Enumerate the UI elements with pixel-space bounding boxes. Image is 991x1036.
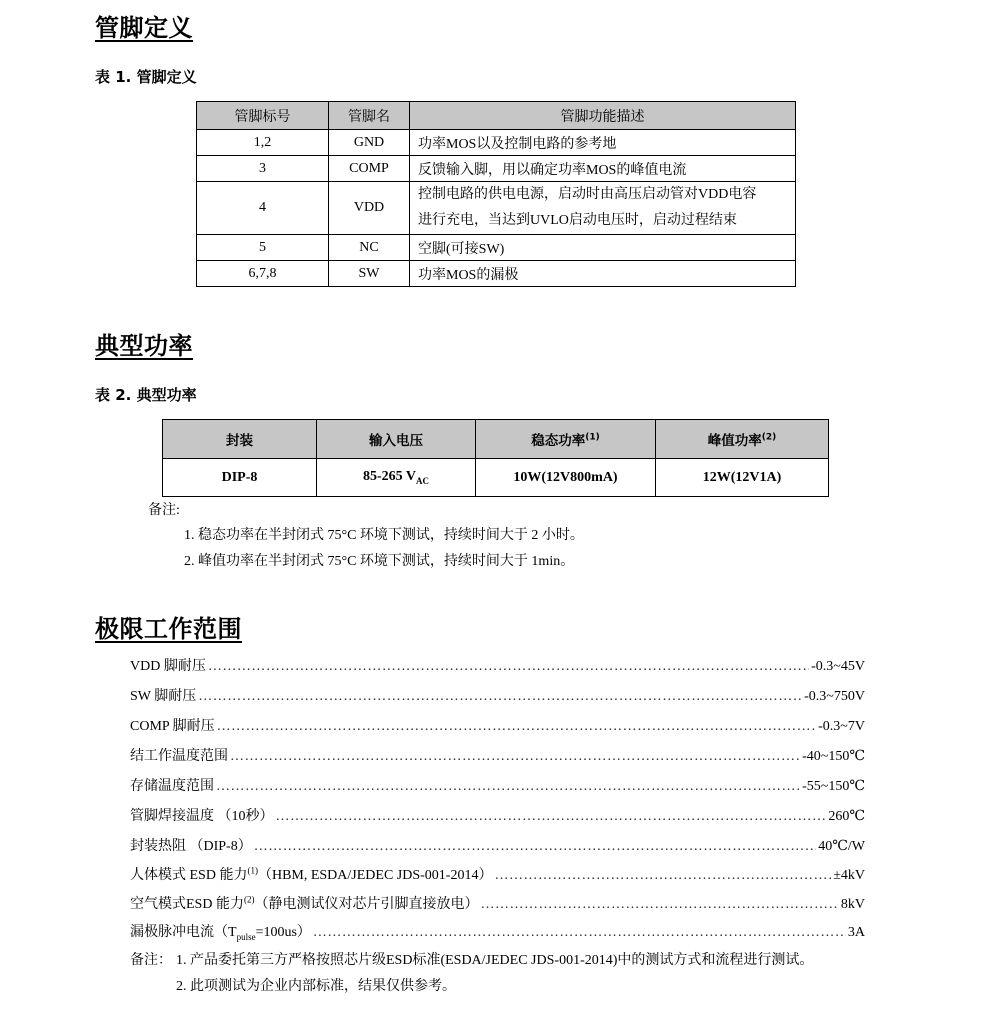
rating-row <box>130 864 865 886</box>
pin-number: 1,2 <box>197 130 329 156</box>
pin-name: SW <box>329 261 410 287</box>
leader-dots <box>208 659 809 675</box>
leader-dots <box>313 925 846 941</box>
leader-dots <box>254 839 817 855</box>
rating-row <box>130 715 865 737</box>
section-title-typical-power: 典型功率 <box>95 332 193 360</box>
leader-dots <box>230 749 800 765</box>
pin-description <box>410 182 796 235</box>
table-row <box>163 459 829 497</box>
rating-row <box>130 655 865 677</box>
rating-label: SW 脚耐压 <box>130 689 197 704</box>
pin-description-line: 控制电路的供电电源，启动时由高压启动管对VDD电容 <box>418 187 757 202</box>
rating-label: 人体模式 ESD 能力$^{(1)}$（HBM, ESDA/JEDEC JDS-001-2014） <box>130 865 493 883</box>
rating-value: -0.3~7V <box>818 719 865 734</box>
typical-power-table <box>162 419 829 497</box>
rating-row <box>130 893 865 915</box>
pin-name: GND <box>329 130 410 156</box>
pin-description-line: 进行充电，当达到UVLO启动电压时，启动过程结束 <box>418 213 737 228</box>
pin-name: NC <box>329 235 410 261</box>
table-row <box>197 182 796 235</box>
leader-dots <box>217 719 816 735</box>
rating-label: 存储温度范围 <box>130 779 214 794</box>
pin-name: COMP <box>329 156 410 182</box>
rating-label: 管脚焊接温度 （10秒） <box>130 809 274 824</box>
header-input-voltage: 输入电压 <box>317 420 476 459</box>
rating-value: -0.3~45V <box>811 659 865 674</box>
rating-value: -40~150℃ <box>802 749 865 764</box>
table1-caption: 表 1. 管脚定义 <box>95 68 197 86</box>
rating-row <box>130 835 865 857</box>
pin-number: 3 <box>197 156 329 182</box>
section-title-absolute-max-ratings: 极限工作范围 <box>95 615 242 643</box>
leader-dots <box>198 689 802 705</box>
rating-row <box>130 775 865 797</box>
leader-dots <box>480 897 838 913</box>
table-row <box>197 261 796 287</box>
notes-label: 备注： <box>130 953 172 968</box>
rating-value: 40℃/W <box>818 839 865 854</box>
pin-number: 5 <box>197 235 329 261</box>
note-item: 1. 稳态功率在半封闭式 75°C 环境下测试，持续时间大于 2 小时。 <box>184 528 584 543</box>
leader-dots <box>216 779 800 795</box>
note-item: 2. 此项测试为企业内部标准，结果仅供参考。 <box>176 979 456 994</box>
table-row <box>197 156 796 182</box>
steady-power-value: 10W(12V800mA) <box>476 459 656 497</box>
note-item: 1. 产品委托第三方严格按照芯片级ESD标准(ESDA/JEDEC JDS-001-2014)中的测试方式和流程进行测试。 <box>176 953 814 968</box>
rating-label: 封装热阻 （DIP-8） <box>130 839 252 854</box>
rating-label: 空气模式ESD 能力$^{(2)}$（静电测试仪对芯片引脚直接放电） <box>130 894 479 912</box>
table-row <box>197 130 796 156</box>
peak-power-value: 12W(12V1A) <box>656 459 829 497</box>
pin-name: VDD <box>329 182 410 235</box>
rating-row <box>130 921 865 943</box>
pin-number: 6,7,8 <box>197 261 329 287</box>
header-pin-number: 管脚标号 <box>197 102 329 130</box>
rating-row <box>130 745 865 767</box>
header-package: 封装 <box>163 420 317 459</box>
pin-description: 功率MOS以及控制电路的参考地 <box>410 130 796 156</box>
pin-description: 空脚(可接SW) <box>410 235 796 261</box>
pin-definition-table <box>196 101 796 287</box>
pin-number: 4 <box>197 182 329 235</box>
rating-row <box>130 685 865 707</box>
rating-value: -0.3~750V <box>804 689 865 704</box>
rating-value: ±4kV <box>833 868 865 883</box>
header-pin-name: 管脚名 <box>329 102 410 130</box>
rating-value: 3A <box>847 925 865 940</box>
rating-label: COMP 脚耐压 <box>130 719 215 734</box>
header-steady-power: 稳态功率$^{(1)}$ <box>476 420 656 459</box>
leader-dots <box>494 868 831 884</box>
package-value: DIP-8 <box>163 459 317 497</box>
header-pin-function: 管脚功能描述 <box>410 102 796 130</box>
table-header-row <box>197 102 796 130</box>
rating-value: -55~150℃ <box>802 779 865 794</box>
note-item: 2. 峰值功率在半封闭式 75°C 环境下测试，持续时间大于 1min。 <box>184 554 575 569</box>
leader-dots <box>276 809 827 825</box>
table-header-row <box>163 420 829 459</box>
notes-label: 备注: <box>148 503 180 518</box>
section-title-pin-definition: 管脚定义 <box>95 14 193 42</box>
table-row <box>197 235 796 261</box>
table2-caption: 表 2. 典型功率 <box>95 386 197 404</box>
input-voltage-value: 85-265 $V_{AC}$ <box>317 459 476 497</box>
rating-value: 8kV <box>840 897 865 912</box>
rating-label: VDD 脚耐压 <box>130 659 206 674</box>
pin-description: 反馈输入脚，用以确定功率MOS的峰值电流 <box>410 156 796 182</box>
rating-value: 260℃ <box>828 809 865 824</box>
rating-label: 漏极脉冲电流$(T_{pulse}=100us)$ <box>130 925 311 942</box>
rating-label: 结工作温度范围 <box>130 749 228 764</box>
header-peak-power: 峰值功率$^{(2)}$ <box>656 420 829 459</box>
rating-row <box>130 805 865 827</box>
pin-description: 功率MOS的漏极 <box>410 261 796 287</box>
